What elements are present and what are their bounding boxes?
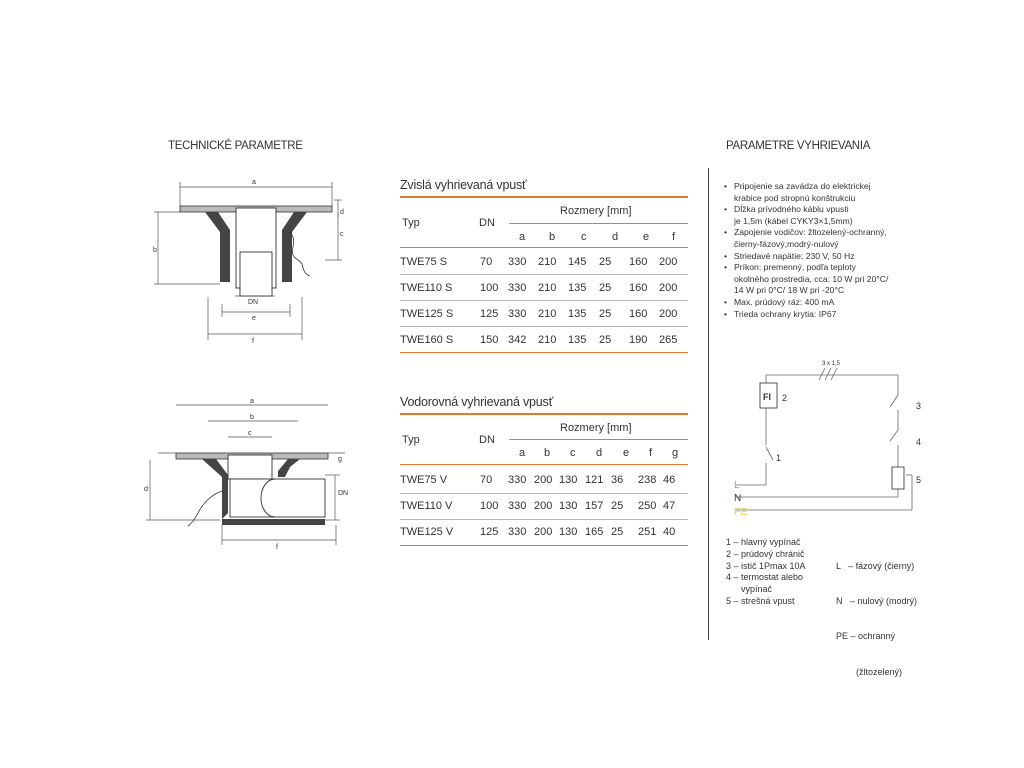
row-divider [400, 519, 688, 520]
legend-item: PE – ochranný [836, 631, 896, 642]
dim-label-dn: DN [248, 299, 259, 306]
legend-item: vypínač [726, 584, 773, 595]
list-item [724, 181, 914, 204]
left-heading: TECHNICKÉ PARAMETRE [168, 140, 303, 152]
cell-dn: 150 [480, 334, 499, 346]
list-line: krabice pod stropnú konštrukciu [734, 192, 856, 203]
right-heading: PARAMETRE VYHRIEVANIA [726, 140, 871, 152]
dim-header: a [519, 231, 526, 243]
cell-dn: 70 [480, 474, 493, 486]
num-5: 5 [916, 475, 922, 485]
label-L: L [734, 480, 740, 491]
cell-d: 25 [599, 256, 612, 268]
dim-header: f [672, 231, 676, 243]
list-line: • Max. prúdový ráz: 400 mA [734, 296, 835, 307]
list-line: čierny-fázový,modrý-nulový [734, 238, 839, 249]
cell-b: 200 [534, 474, 553, 486]
horizontal-bottom-rule [400, 545, 688, 546]
cell-e: 190 [629, 334, 648, 346]
heating-params-list [724, 181, 914, 320]
cell-typ: TWE110 S [400, 282, 453, 294]
dim-label-b: b [250, 414, 254, 421]
cell-g: 46 [663, 474, 676, 486]
horizontal-table-title: Vodorovná vyhrievaná vpusť [400, 395, 554, 409]
horizontal-col-rozmery: Rozmery [mm] [560, 422, 632, 434]
dim-label-g: g [338, 456, 342, 463]
list-line: • Trieda ochrany krytia: IP67 [734, 308, 837, 319]
horizontal-table-top-rule [400, 413, 688, 415]
cell-a: 342 [508, 334, 527, 346]
vertical-table-top-rule [400, 196, 688, 198]
cell-e: 36 [611, 474, 624, 486]
legend-item: 3 – istič 1Pmax 10A [726, 560, 806, 571]
cell-b: 210 [538, 334, 557, 346]
list-line: • Pripojenie sa zavádza do elektrickej [734, 181, 871, 191]
cell-e: 160 [629, 282, 648, 294]
cell-b: 210 [538, 256, 557, 268]
cell-c: 135 [568, 334, 587, 346]
dim-header: b [549, 231, 556, 243]
list-line: okolného prostredia, cca: 10 W pri 20°C/ [734, 273, 889, 284]
cell-d: 25 [599, 334, 612, 346]
dim-label-a: a [252, 179, 256, 186]
list-line: • Zapojenie vodičov: žltozelený-ochranný, [734, 227, 887, 238]
legend-item: 5 – strešná vpust [726, 595, 795, 606]
dim-label-d: d [144, 486, 148, 493]
vertical-col-rozmery: Rozmery [mm] [560, 205, 632, 217]
cable-label: 3 x 1,5 [822, 361, 841, 367]
vertical-col-dn: DN [479, 217, 495, 229]
dim-header: c [581, 231, 587, 243]
dim-header: g [672, 447, 679, 459]
dim-label-dn: DN [338, 490, 349, 497]
cell-b: 200 [534, 526, 553, 538]
list-item [724, 297, 914, 309]
cell-f: 200 [659, 282, 678, 294]
horizontal-header-rule [400, 464, 688, 465]
vertical-table-title: Zvislá vyhrievaná vpusť [400, 178, 527, 192]
cell-dn: 125 [480, 526, 499, 538]
horizontal-col-dn: DN [479, 434, 495, 446]
cell-typ: TWE160 S [400, 334, 454, 346]
cell-f: 200 [659, 256, 678, 268]
dim-label-c: c [248, 430, 252, 437]
horizontal-drain-drawing [140, 395, 355, 550]
list-line: je 1,5m (kábel CYKY3×1,5mm) [734, 215, 853, 226]
table-row [400, 301, 688, 327]
vertical-bottom-rule [400, 352, 688, 353]
cell-dn: 125 [480, 308, 499, 320]
vertical-header-rule [400, 247, 688, 248]
list-item [724, 309, 914, 321]
vertical-table [400, 249, 688, 353]
cell-e: 160 [629, 256, 648, 268]
cell-d: 25 [599, 308, 612, 320]
table-row [400, 249, 688, 275]
list-item [724, 204, 914, 227]
cell-a: 330 [508, 256, 527, 268]
cell-c: 130 [559, 474, 578, 486]
row-divider [400, 300, 688, 301]
horizontal-table [400, 467, 688, 545]
legend-item: 1 – hlavný vypínač [726, 537, 801, 547]
dim-header: d [612, 231, 619, 243]
list-item [724, 251, 914, 263]
dim-label-b: b [153, 247, 157, 254]
cell-f: 265 [659, 334, 678, 346]
dim-label-c: c [340, 231, 344, 238]
label-PE: PE [734, 507, 748, 518]
legend-components [726, 537, 806, 608]
fi-label: FI [763, 392, 771, 402]
cell-d: 25 [599, 282, 612, 294]
legend-item: 2 – prúdový chránič [726, 548, 805, 559]
cell-f: 250 [638, 500, 657, 512]
cell-g: 40 [663, 526, 676, 538]
list-item [724, 262, 914, 297]
dim-label-e: e [252, 315, 256, 322]
dim-header: d [596, 447, 603, 459]
column-divider [708, 168, 709, 640]
table-row [400, 275, 688, 301]
label-N: N [734, 493, 742, 504]
legend-item: L – fázový (čierny) [836, 560, 915, 571]
legend-wires [836, 537, 917, 690]
horizontal-col-typ: Typ [402, 434, 420, 446]
table-row [400, 493, 688, 519]
vertical-drain-drawing [150, 172, 355, 347]
dim-label-f: f [276, 544, 278, 550]
cell-e: 25 [611, 500, 624, 512]
dim-header: e [643, 231, 650, 243]
cell-f: 238 [638, 474, 657, 486]
dim-header: e [623, 447, 630, 459]
cell-b: 210 [538, 282, 557, 294]
legend-item: (žltozelený) [836, 666, 903, 677]
num-2: 2 [782, 393, 788, 403]
dim-label-d: d [340, 209, 344, 216]
cell-f: 251 [638, 526, 657, 538]
row-divider [400, 326, 688, 327]
table-row [400, 327, 688, 353]
row-divider [400, 493, 688, 494]
horizontal-group-rule [509, 439, 688, 440]
cell-a: 330 [508, 500, 527, 512]
num-1: 1 [776, 453, 782, 463]
cell-c: 135 [568, 308, 587, 320]
cell-typ: TWE125 V [400, 526, 454, 538]
num-3: 3 [916, 401, 922, 411]
vertical-col-typ: Typ [402, 217, 420, 229]
dim-label-a: a [250, 398, 254, 405]
cell-b: 210 [538, 308, 557, 320]
cell-c: 135 [568, 282, 587, 294]
cell-a: 330 [508, 308, 527, 320]
cell-typ: TWE110 V [400, 500, 453, 512]
vertical-group-rule [509, 223, 688, 224]
cell-e: 160 [629, 308, 648, 320]
cell-f: 200 [659, 308, 678, 320]
wiring-diagram [726, 355, 941, 525]
cell-c: 145 [568, 256, 587, 268]
cell-dn: 100 [480, 500, 499, 512]
cell-typ: TWE75 S [400, 256, 448, 268]
cell-a: 330 [508, 526, 527, 538]
cell-d: 157 [585, 500, 604, 512]
list-line: • Príkon: premenný, podľa teploty [734, 262, 856, 273]
dim-header: a [519, 447, 526, 459]
cell-b: 200 [534, 500, 553, 512]
cell-a: 330 [508, 474, 527, 486]
dim-header: b [544, 447, 551, 459]
cell-c: 130 [559, 500, 578, 512]
cell-d: 165 [585, 526, 604, 538]
table-row [400, 519, 688, 545]
legend-item: 4 – termostat alebo [726, 572, 804, 583]
dim-label-f: f [252, 338, 254, 345]
list-line: 14 W pri 0°C/ 18 W pri -20°C [734, 285, 845, 296]
table-row [400, 467, 688, 493]
cell-e: 25 [611, 526, 624, 538]
row-divider [400, 274, 688, 275]
cell-c: 130 [559, 526, 578, 538]
legend-item: N – nulový (modrý) [836, 595, 918, 606]
cell-dn: 100 [480, 282, 499, 294]
cell-g: 47 [663, 500, 676, 512]
cell-dn: 70 [480, 256, 493, 268]
cell-typ: TWE75 V [400, 474, 448, 486]
list-line: • Striedavé napätie: 230 V, 50 Hz [734, 250, 855, 261]
num-4: 4 [916, 437, 922, 447]
cell-d: 121 [585, 474, 604, 486]
list-line: • Dĺžka prívodného káblu vpusti [734, 204, 849, 215]
cell-a: 330 [508, 282, 527, 294]
dim-header: c [570, 447, 576, 459]
dim-header: f [649, 447, 653, 459]
cell-typ: TWE125 S [400, 308, 454, 320]
list-item [724, 227, 914, 250]
